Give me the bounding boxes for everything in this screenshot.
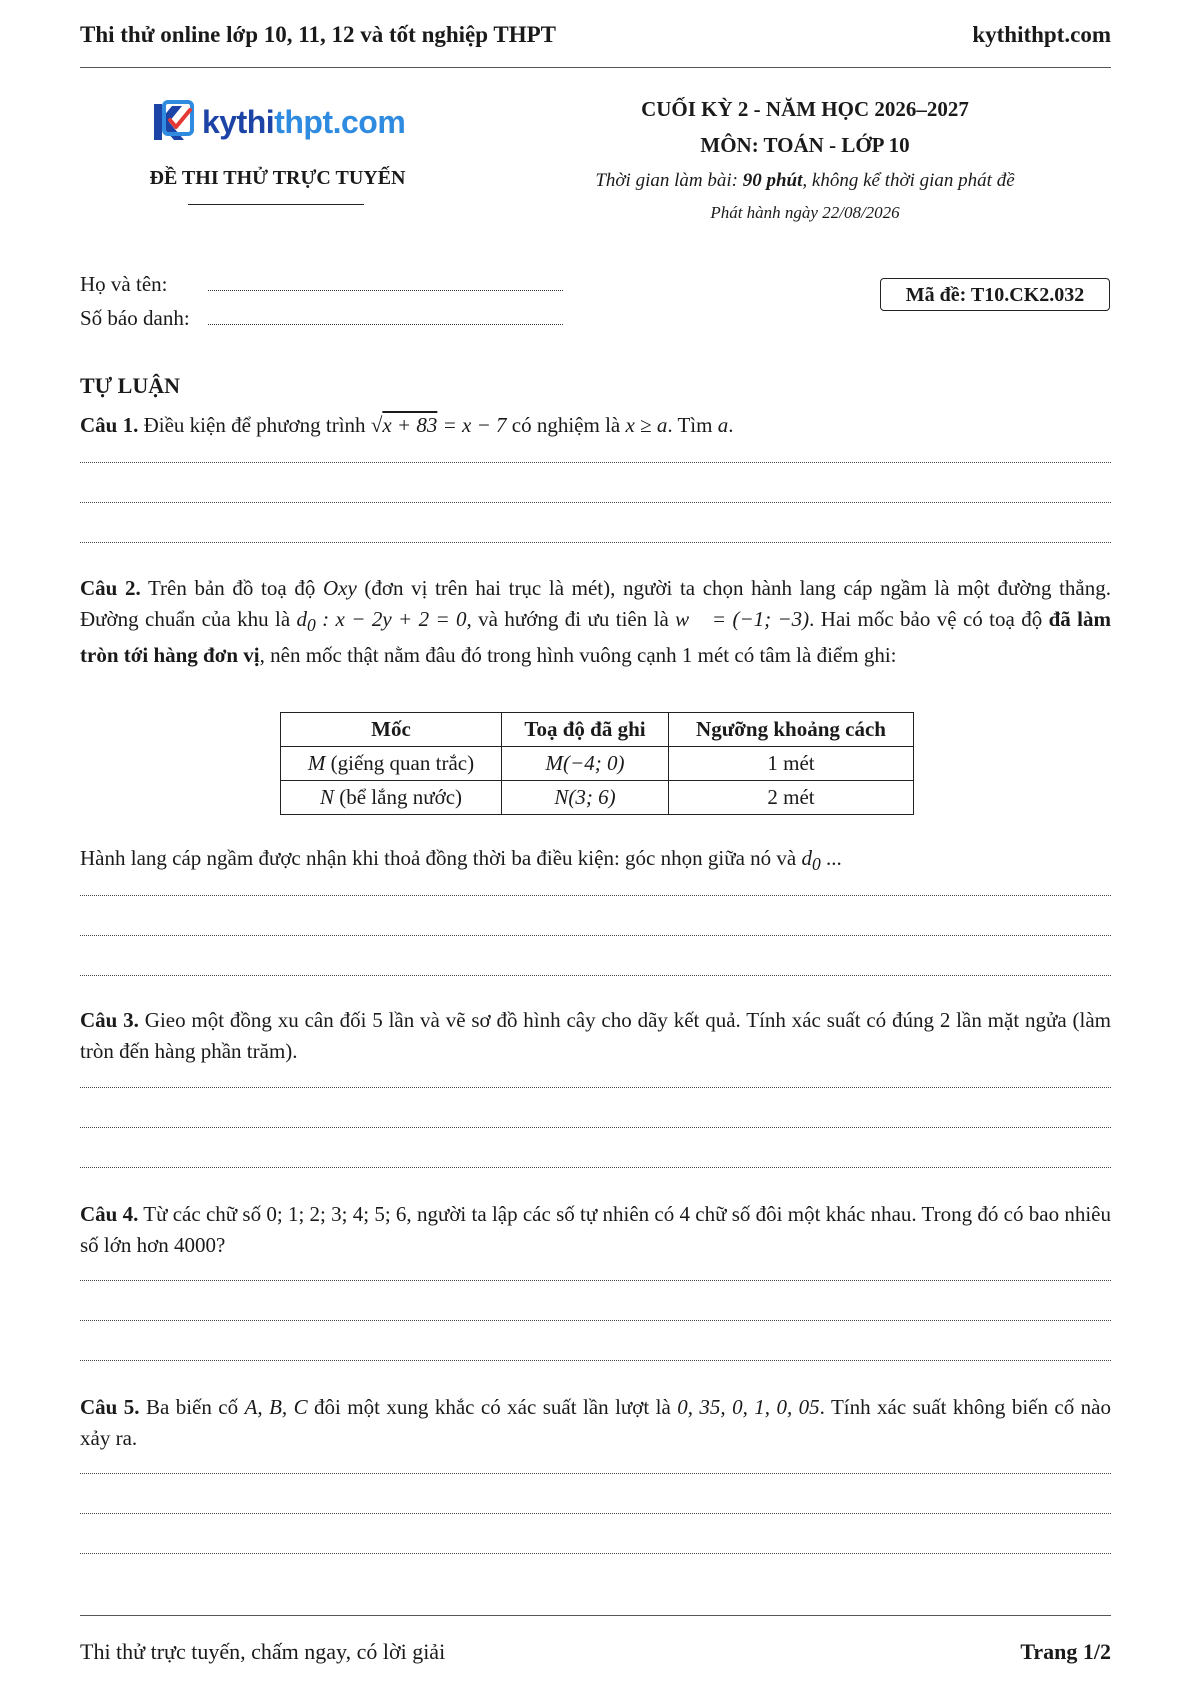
logo-wordmark: kythithpt.com bbox=[202, 103, 406, 140]
question-2: Câu 2. Trên bản đồ toạ độ Oxy (đơn vị trên hai trục là mét), người ta chọn hành lang cáp ngầm là một đường thẳng. Đường chuẩn của khu là $d_0$ : x − 2y + 2 = 0, và hướng đi ưu tiên là w⃗ = (−1; −3). Hai mốc bảo vệ có toạ độ đã làm tròn tới hàng đơn vị, nên mốc thật nằm đâu đó trong hình vuông cạnh 1 mét có tâm là điểm ghi: bbox=[80, 576, 1112, 668]
table-cell: N (bể lắng nước) bbox=[281, 781, 502, 815]
table-header: Mốc bbox=[281, 713, 502, 747]
header-site-link[interactable]: kythithpt.com bbox=[972, 22, 1111, 47]
id-label: Số báo danh: bbox=[80, 306, 190, 330]
footer-tagline: Thi thử trực tuyến, chấm ngay, có lời giải bbox=[80, 1639, 446, 1664]
footer-rule bbox=[80, 1615, 1111, 1616]
question-5: Câu 5. Ba biến cố A, B, C đôi một xung khắc có xác suất lần lượt là 0, 35, 0, 1, 0, 05. Tính xác suất không biến cố nào xảy ra. bbox=[80, 1395, 1111, 1450]
answer-line[interactable] bbox=[80, 895, 1111, 896]
answer-line[interactable] bbox=[80, 462, 1111, 463]
exam-code-box: Mã đề: T10.CK2.032 bbox=[880, 278, 1110, 311]
header-rule bbox=[80, 67, 1111, 68]
logo-mark-icon bbox=[150, 100, 196, 144]
answer-line[interactable] bbox=[80, 1127, 1111, 1128]
exam-kind-subtitle: ĐỀ THI THỬ TRỰC TUYẾN bbox=[149, 167, 406, 189]
exam-title: CUỐI KỲ 2 - NĂM HỌC 2026–2027 bbox=[641, 97, 969, 121]
table-row bbox=[281, 747, 914, 781]
answer-line[interactable] bbox=[80, 1087, 1111, 1088]
exam-subject: MÔN: TOÁN - LỚP 10 bbox=[700, 133, 910, 157]
exam-time: Thời gian làm bài: 90 phút, không kể thời gian phát đề bbox=[595, 170, 1015, 191]
name-field[interactable] bbox=[80, 272, 563, 297]
table-header: Ngưỡng khoảng cách bbox=[669, 713, 914, 747]
answer-line[interactable] bbox=[80, 502, 1111, 503]
answer-line[interactable] bbox=[80, 1553, 1111, 1554]
name-dotted-line[interactable] bbox=[208, 276, 563, 291]
page-number: Trang 1/2 bbox=[1020, 1639, 1111, 1664]
question-1: Câu 1. Điều kiện để phương trình √x + 83 = x − 7 có nghiệm là x ≥ a. Tìm a. bbox=[80, 413, 734, 437]
question-2-continuation: Hành lang cáp ngầm được nhận khi thoả đồng thời ba điều kiện: góc nhọn giữa nó và $d_0$ ... bbox=[80, 846, 842, 875]
answer-line[interactable] bbox=[80, 1513, 1111, 1514]
question-4: Câu 4. Từ các chữ số 0; 1; 2; 3; 4; 5; 6, người ta lập các số tự nhiên có 4 chữ số đôi một khác nhau. Trong đó có bao nhiêu số lớn hơn 4000? bbox=[80, 1202, 1111, 1257]
question-3: Câu 3. Gieo một đồng xu cân đối 5 lần và vẽ sơ đồ hình cây cho dãy kết quả. Tính xác suất có đúng 2 lần mặt ngửa (làm tròn đến hàng phần trăm). bbox=[80, 1008, 1112, 1063]
exam-release-date: Phát hành ngày 22/08/2026 bbox=[710, 203, 900, 222]
landmark-table bbox=[280, 712, 914, 815]
table-row bbox=[281, 781, 914, 815]
table-cell: 2 mét bbox=[669, 781, 914, 815]
name-label: Họ và tên: bbox=[80, 272, 168, 296]
header-left-text: Thi thử online lớp 10, 11, 12 và tốt nghiệp THPT bbox=[80, 22, 556, 47]
section-title: TỰ LUẬN bbox=[80, 373, 181, 398]
id-field[interactable] bbox=[80, 306, 563, 331]
answer-line[interactable] bbox=[80, 1280, 1111, 1281]
answer-line[interactable] bbox=[80, 542, 1111, 543]
table-cell: M (giếng quan trắc) bbox=[281, 747, 502, 781]
site-logo bbox=[150, 100, 405, 144]
subtitle-underline bbox=[188, 204, 364, 205]
answer-line[interactable] bbox=[80, 1167, 1111, 1168]
table-cell: N(3; 6) bbox=[502, 781, 669, 815]
table-cell: M(−4; 0) bbox=[502, 747, 669, 781]
table-header: Toạ độ đã ghi bbox=[502, 713, 669, 747]
answer-line[interactable] bbox=[80, 1473, 1111, 1474]
answer-line[interactable] bbox=[80, 975, 1111, 976]
answer-line[interactable] bbox=[80, 935, 1111, 936]
table-header-row bbox=[281, 713, 914, 747]
answer-line[interactable] bbox=[80, 1360, 1111, 1361]
id-dotted-line[interactable] bbox=[208, 310, 563, 325]
answer-line[interactable] bbox=[80, 1320, 1111, 1321]
table-cell: 1 mét bbox=[669, 747, 914, 781]
